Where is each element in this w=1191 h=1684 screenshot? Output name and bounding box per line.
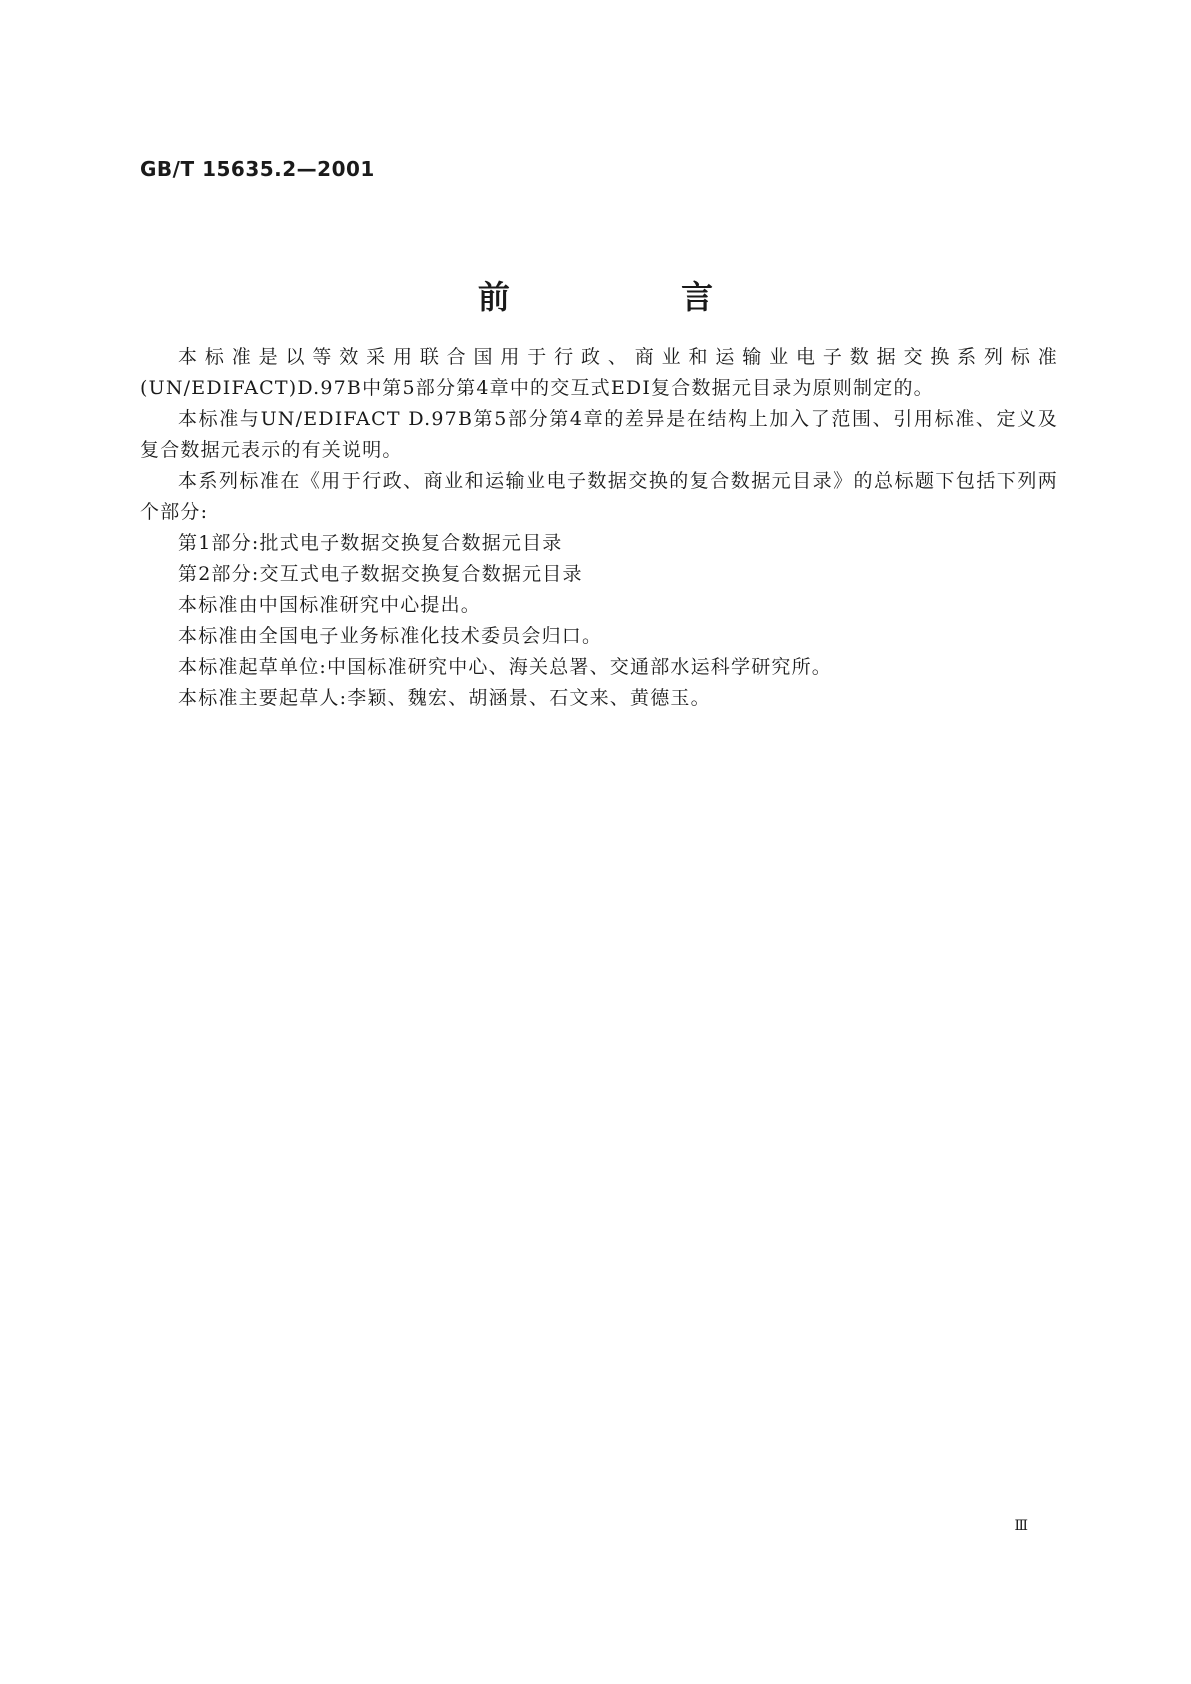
paragraph: 本标准起草单位:中国标准研究中心、海关总署、交通部水运科学研究所。 <box>178 656 833 678</box>
standard-code: GB/T 15635.2—2001 <box>140 157 375 181</box>
paragraph: 本标准由全国电子业务标准化技术委员会归口。 <box>178 625 603 647</box>
paragraph: 第1部分:批式电子数据交换复合数据元目录 <box>178 532 563 554</box>
paragraph: 本标准是以等效采用联合国用于行政、商业和运输业电子数据交换系列标准(UN/EDIFACT)D.97B中第5部分第4章中的交互式EDI复合数据元目录为原则制定的。 <box>140 346 1058 399</box>
paragraph: 本标准与UN/EDIFACT D.97B第5部分第4章的差异是在结构上加入了范围、引用标准、定义及复合数据元表示的有关说明。 <box>140 408 1058 461</box>
preface-body <box>140 342 1058 714</box>
page-title: 前 言 <box>477 278 794 316</box>
page-number: Ⅲ <box>1014 1518 1027 1534</box>
paragraph: 本标准主要起草人:李颖、魏宏、胡涵景、石文来、黄德玉。 <box>178 687 711 709</box>
paragraph: 第2部分:交互式电子数据交换复合数据元目录 <box>178 563 583 585</box>
paragraph: 本系列标准在《用于行政、商业和运输业电子数据交换的复合数据元目录》的总标题下包括下列两个部分: <box>140 470 1058 523</box>
paragraph: 本标准由中国标准研究中心提出。 <box>178 594 482 616</box>
